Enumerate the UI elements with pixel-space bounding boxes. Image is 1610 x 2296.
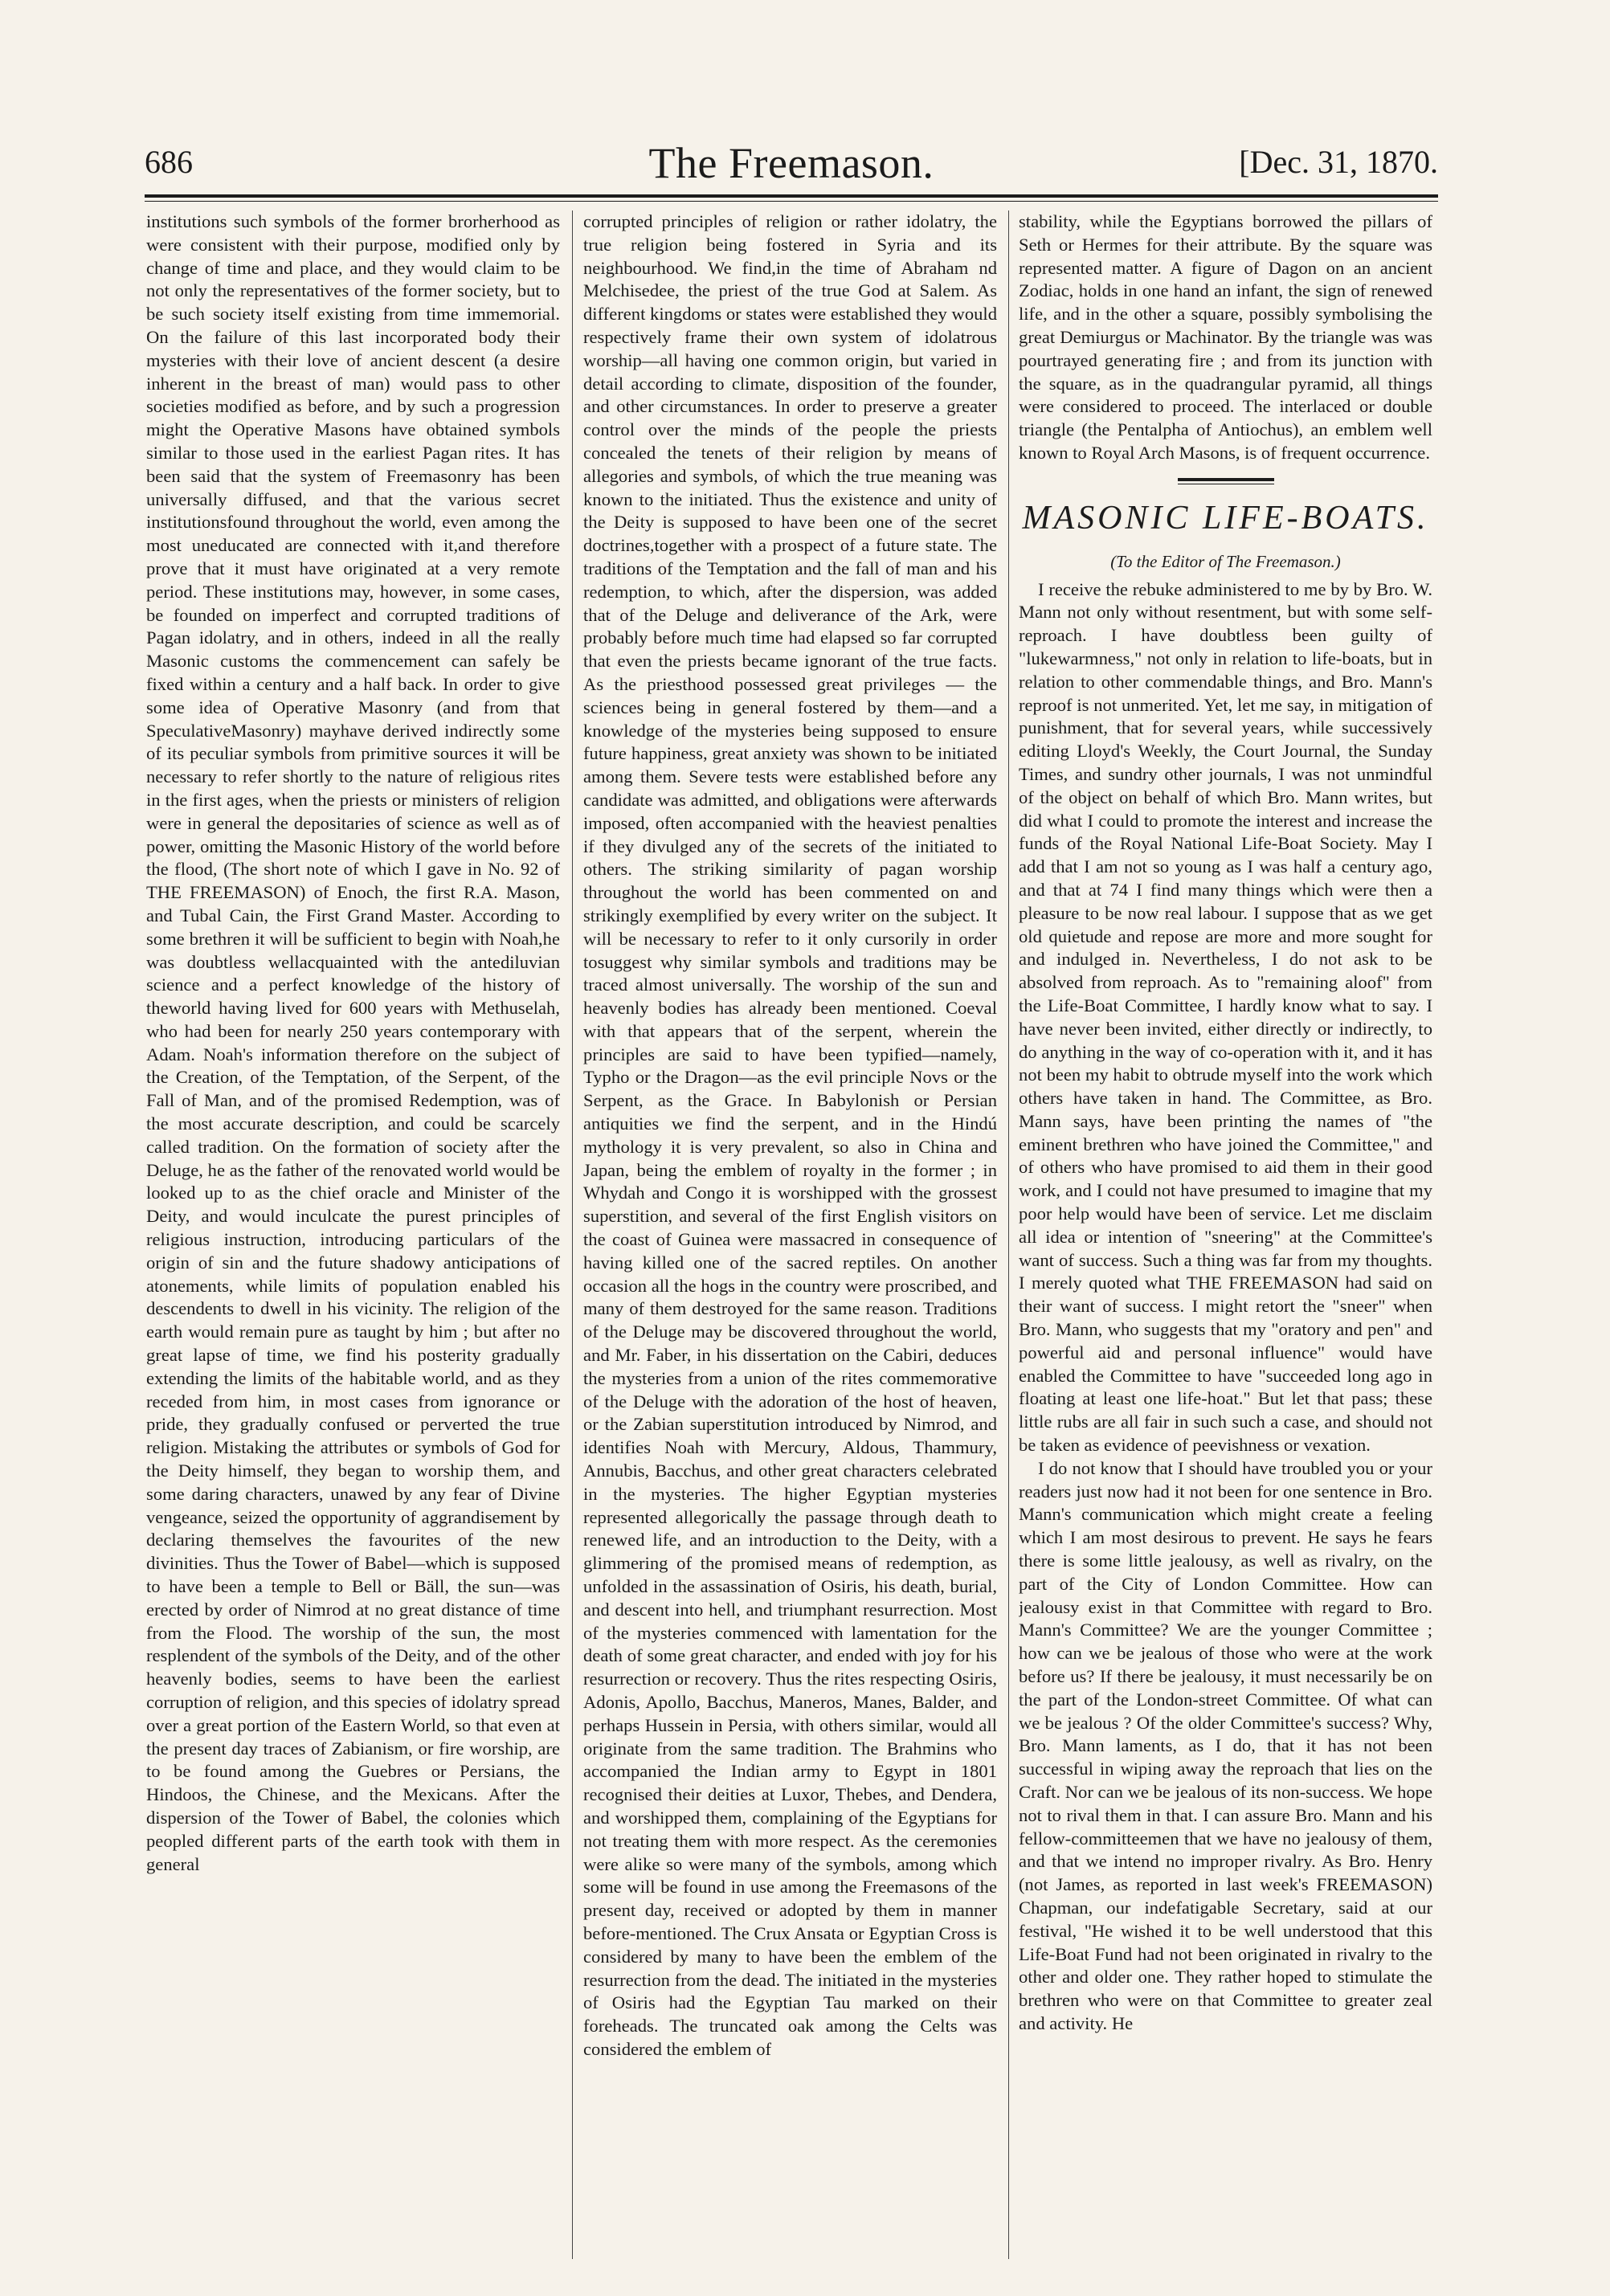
column-divider	[1008, 210, 1009, 2259]
paragraph: institutions such symbols of the former brorherhood as were consistent with their purpose, modified only by change of time and place, and they would claim to be not only the representatives of the former society, but to be such society itself existing from time immemorial. On the failure of this last incorporated body their mysteries with their love of ancient descent (a desire inherent in the breast of man) would pass to other societies modified as before, and by such a progression might the Operative Masons have obtained symbols similar to those used in the earliest Pagan rites. It has been said that the system of Freemasonry has been universally diffused, and that the various secret institutionsfound throughout the world, even among the most uneducated are connected with it,and therefore prove that it must have originated at a very remote period. These institutions may, however, in some cases, be founded on imperfect and corrupted traditions of Pagan idolatry, and in others, indeed in all the really Masonic customs the commencement can safely be fixed within a century and a half back. In order to give some idea of Operative Masonry (and from that SpeculativeMasonry) mayhave derived indirectly some of its peculiar symbols from primitive sources it will be necessary to refer shortly to the nature of religious rites in the first ages, when the priests or ministers of religion were in general the depositaries of science as well as of power, omitting the Masonic History of the world before the flood, (The short note of which I gave in No. 92 of THE FREEMASON) of Enoch, the first R.A. Mason, and Tubal Cain, the First Grand Master. According to some brethren it will be sufficient to begin with Noah,he was doubtless wellacquainted with the antediluvian science and a perfect knowledge of the history of theworld having lived for 600 years with Methuselah, who had been for nearly 250 years contemporary with Adam. Noah's information therefore on the subject of the Creation, of the Temptation, of the Serpent, of the Fall of Man, and of the promised Redemption, was of the most accurate description, and could be scarcely called tradition. On the formation of society after the Deluge, he as the father of the renovated world would be looked up to as the chief oracle and Minister of the Deity, and would inculcate the purest principles of religious instruction, introducing particulars of the origin of sin and the future shadowy anticipations of atonements, while limits of population enabled his descendents to dwell in his vicinity. The religion of the earth would remain pure as taught by him ; but after no great lapse of time, we find his posterity gradually extending the limits of the habitable world, and as they receded from him, in most cases from ignorance or pride, they gradually confused or perverted the true religion. Mistaking the attributes or symbols of God for the Deity himself, they began to worship them, and some daring characters, unawed by any fear of Divine vengeance, seized the opportunity of aggrandisement by declaring themselves the favourites of the new divinities. Thus the Tower of Babel—which is supposed to have been a temple to Bell or Bäll, the sun—was erected by order of Nimrod at no great distance of time from the Flood. The worship of the sun, the most resplendent of the symbols of the Deity, and of the other heavenly bodies, seems to have been the earliest corruption of religion, and this species of idolatry spread over a great portion of the Eastern World, so that even at the present day traces of Zabianism, or fire worship, are to be found among the Guebres or Persians, the Hindoos, the Chinese, and the Mexicans. After the dispersion of the Tower of Babel, the colonies which peopled different parts of the earth took with them in general	[146, 211, 560, 1874]
dedication: (To the Editor of The Freemason.)	[1110, 551, 1341, 571]
header-rule-thick	[145, 194, 1438, 198]
section-title: MASONIC LIFE-BOATS.	[1022, 499, 1429, 537]
page-title: The Freemason.	[648, 139, 934, 187]
masthead	[145, 139, 1438, 191]
column-1	[146, 210, 560, 2255]
column-3	[1019, 210, 1432, 2255]
paragraph: stability, while the Egyptians borrowed the pillars of Seth or Hermes for their attribute. By the square was represented matter. A figure of Dagon on an ancient Zodiac, holds in one hand an infant, the sign of renewed life, and in the other a square, possibly symbolising the great Demiurgus or Machinator. By the triangle was was pourtrayed generating fire ; and from its junction with the square, as in the quadrangular pyramid, all things were considered to proceed. The interlaced or double triangle (the Pentalpha of Antiochus), an emblem well known to Royal Arch Masons, is of frequent occurrence.	[1019, 211, 1432, 463]
paragraph: I receive the rebuke administered to me by by Bro. W. Mann not only without resentment, but with some self-reproach. I have doubtless been guilty of "lukewarmness," not only in relation to life-boats, but in relation to other commendable things, and Bro. Mann's reproof is not unmerited. Yet, let me say, in mitigation of punishment, that for several years, while successively editing Lloyd's Weekly, the Court Journal, the Sunday Times, and sundry other journals, I was not unmindful of the object on behalf of which Bro. Mann writes, but did what I could to promote the interest and increase the funds of the Royal National Life-Boat Society. May I add that I am not so young as I was half a century ago, and that at 74 I find many things which were then a pleasure to be now real labour. I suppose that as we get old quietude and repose are more and more sought for and indulged in. Nevertheless, I do not ask to be absolved from reproach. As to "remaining aloof" from the Life-Boat Committee, I hardly know what to say. I have never been invited, either directly or indirectly, to do anything in the way of co-operation with it, and it has not been my habit to obtrude myself into the work which others have taken in hand. The Committee, as Bro. Mann says, have been printing the names of "the eminent brethren who have joined the Committee," and of others who have promised to aid them in their good work, and I could not have presumed to imagine that my poor help would have been of service. Let me disclaim all idea or intention of "sneering" at the Committee's want of success. Such a thing was far from my thoughts. I merely quoted what THE FREEMASON had said on their want of success. I might retort the "sneer" when Bro. Mann, who suggests that my "oratory and pen" and powerful aid and personal influence" would have enabled the Committee to have "succeeded long ago in floating at least one life-hoat." But let that pass; these little rubs are all fair in such such a case, and should not be taken as evidence of peevishness or vexation.	[1019, 578, 1432, 1456]
column-2	[583, 210, 997, 2255]
section-separator	[1178, 478, 1274, 484]
page-number: 686	[145, 144, 193, 180]
column-divider	[572, 210, 573, 2259]
paragraph: corrupted principles of religion or rather idolatry, the true religion being fostered in Syria and its neighbourhood. We find,in the time of Abraham nd Melchisedee, the priest of the true God at Salem. As different kingdoms or states were established they would respectively frame their own system of idolatrous worship—all having one common origin, but varied in detail according to climate, disposition of the founder, and other circumstances. In order to preserve a greater control over the minds of the people the priests concealed the tenets of their religion by means of allegories and symbols, of which the true meaning was known to the initiated. Thus the existence and unity of the Deity is supposed to have been one of the secret doctrines,together with a prospect of a future state. The traditions of the Temptation and the fall of man and his redemption, to which, after the dispersion, was added that of the Deluge and deliverance of the Ark, were probably before much time had elapsed so far corrupted that even the priests became ignorant of the true facts. As the priesthood possessed great privileges — the sciences being in general fostered by them—and a knowledge of the mysteries being supposed to ensure future happiness, great anxiety was shown to be initiated among them. Severe tests were established before any candidate was admitted, and obligations were afterwards imposed, often accompanied with the heaviest penalties if they divulged any of the secrets of the initiated to others. The striking similarity of pagan worship throughout the world has been commented on and strikingly exemplified by every writer on the subject. It will be necessary to refer to it only cursorily in order tosuggest why similar symbols and traditions may be traced almost universally. The worship of the sun and heavenly bodies has already been mentioned. Coeval with that appears that of the serpent, wherein the principles are said to have been typified—namely, Typho or the Dragon—as the evil principle Novs or the Serpent, as the Grace. In Babylonish or Persian antiquities we find the serpent, and in the Hindú mythology it is very prevalent, so also in China and Japan, being the emblem of royalty in the former ; in Whydah and Congo it is worshipped with the grossest superstition, and several of the first English visitors on the coast of Guinea were massacred in consequence of having killed one of the sacred reptiles. On another occasion all the hogs in the country were proscribed, and many of them destroyed for the same reason. Traditions of the Deluge may be discovered throughout the world, and Mr. Faber, in his dissertation on the Cabiri, deduces the mysteries from a union of the rites commemorative of the Deluge with the adoration of the host of heaven, or the Zabian superstitution introduced by Nimrod, and identifies Noah with Mercury, Aldous, Thammury, Annubis, Bacchus, and other great characters celebrated in the mysteries. The higher Egyptian mysteries represented allegorically the passage through death to renewed life, and an introduction to the Deity, with a glimmering of the promised means of redemption, as unfolded in the assassination of Osiris, his death, burial, and descent into hell, and triumphant resurrection. Most of the mysteries commenced with lamentation for the death of some great character, and ended with joy for his resurrection or recovery. Thus the rites respecting Osiris, Adonis, Apollo, Bacchus, Maneros, Manes, Balder, and perhaps Hussein in Persia, with others similar, would all originate from the same tradition. The Brahmins who accompanied the Indian army to Egypt in 1801 recognised their deities at Luxor, Thebes, and Dendera, and worshipped them, complaining of the Egyptians for not treating them with more respect. As the ceremonies were alike so were many of the symbols, among which some will be found in use among the Freemasons of the present day, received or adopted by them in manner before-mentioned. The Crux Ansata or Egyptian Cross is considered by many to have been the emblem of the resurrection from the dead. The initiated in the mysteries of Osiris had the Egyptian Tau marked on their foreheads. The truncated oak among the Celts was considered the emblem of	[583, 211, 997, 2059]
header-rule-thin	[145, 201, 1438, 202]
paragraph: I do not know that I should have troubled you or your readers just now had it not been for one sentence in Bro. Mann's communication which might create a feeling which I am most desirous to prevent. He says he fears there is some little jealousy, as well as rivalry, on the part of the City of London Committee. How can jealousy exist in that Committee with regard to Bro. Mann's Committee? We are the younger Committee ; how can we be jealous of those who were at the work before us? If there be jealousy, it must necessarily be on the part of the London-street Committee. Of what can we be jealous ? Of the older Committee's success? Why, Bro. Mann laments, as I do, that it has not been successful in wiping away the reproach that lies on the Craft. Nor can we be jealous of its non-success. We hope not to rival them in that. I can assure Bro. Mann and his fellow-committeemen that we have no jealousy of them, and that we intend no improper rivalry. As Bro. Henry (not James, as reported in last week's FREEMASON) Chapman, our indefatigable Secretary, said at our festival, "He wished it to be well understood that this Life-Boat Fund had not been originated in rivalry to the other and older one. They rather hoped to stimulate the brethren who were on that Committee to greater zeal and activity. He	[1019, 1457, 1432, 2033]
issue-date: [Dec. 31, 1870.	[1239, 144, 1438, 180]
